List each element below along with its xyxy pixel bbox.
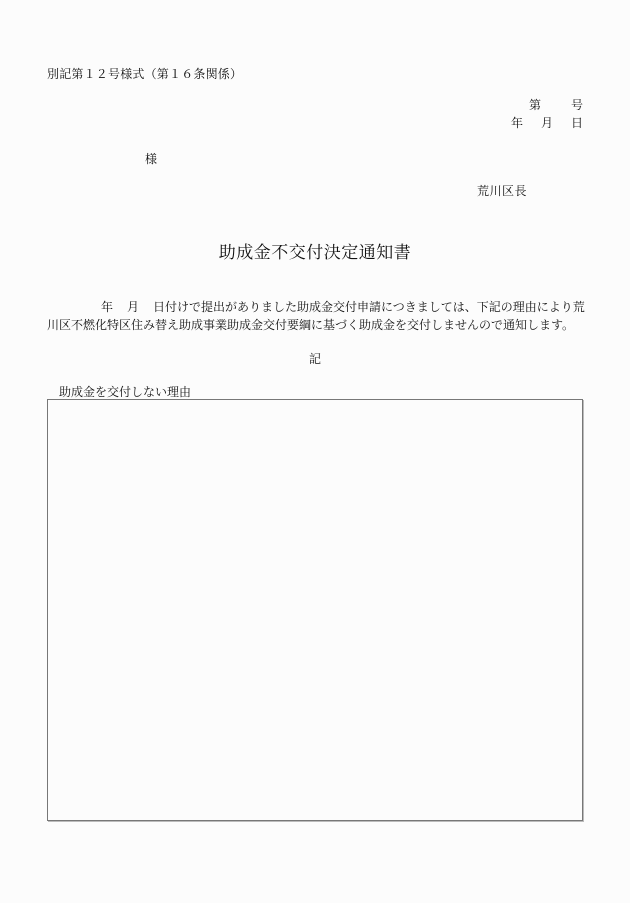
recipient-honorific: 様 — [145, 152, 158, 166]
notice-body-line-2: 川区不燃化特区住み替え助成事業助成金交付要綱に基づく助成金を交付しませんので通知します。 — [47, 318, 575, 332]
date-year: 年 — [510, 116, 523, 130]
body-year: 年 — [101, 300, 114, 314]
notice-body-line-1 — [47, 298, 587, 316]
document-number-line — [529, 96, 583, 113]
reason-text-box[interactable] — [47, 399, 583, 821]
document-date-line — [511, 114, 583, 131]
reason-label: 助成金を交付しない理由 — [59, 385, 192, 399]
body-line-1-text: 日付けで提出がありました助成金交付申請につきましては、下記の理由により荒 — [153, 300, 585, 314]
date-month: 月 — [540, 116, 553, 130]
notice-body — [47, 298, 587, 334]
document-title: 助成金不交付決定通知書 — [218, 243, 412, 263]
ki-heading: 記 — [308, 352, 321, 366]
date-day: 日 — [570, 116, 583, 130]
sender-name: 荒川区長 — [477, 184, 528, 198]
body-month: 月 — [127, 300, 140, 314]
form-identifier: 別記第１２号様式（第１６条関係） — [47, 67, 243, 81]
document-number-suffix: 号 — [570, 98, 583, 112]
document-number-prefix: 第 — [528, 98, 541, 112]
